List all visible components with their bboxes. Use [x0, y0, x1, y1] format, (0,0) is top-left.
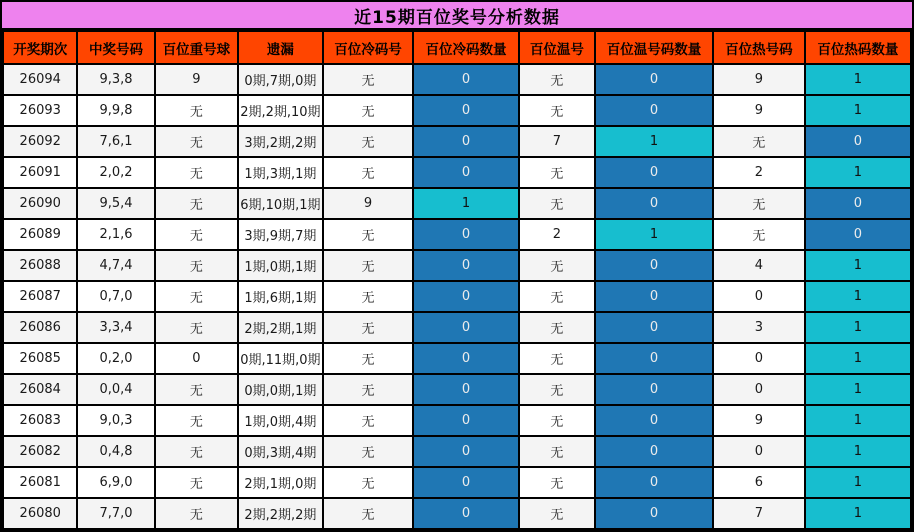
cell-period: 26087	[3, 281, 77, 312]
cell-omission: 2期,1期,0期	[238, 467, 322, 498]
cell-hundreds-cold-number: 无	[323, 250, 414, 281]
table-row-26093	[3, 95, 911, 126]
cell-hundreds-hot-number: 9	[713, 405, 805, 436]
cell-hundreds-hot-count: 0	[805, 188, 911, 219]
cell-omission: 2期,2期,1期	[238, 312, 322, 343]
header-row	[3, 31, 911, 64]
cell-omission: 1期,6期,1期	[238, 281, 322, 312]
cell-period: 26082	[3, 436, 77, 467]
cell-hundreds-warm-number: 无	[519, 374, 595, 405]
table-row-26089	[3, 219, 911, 250]
cell-hundreds-warm-count: 0	[595, 436, 713, 467]
cell-winning-numbers: 2,1,6	[77, 219, 154, 250]
cell-hundreds-hot-number: 9	[713, 64, 805, 95]
table-row-26088	[3, 250, 911, 281]
cell-winning-numbers: 2,0,2	[77, 157, 154, 188]
cell-omission: 1期,0期,4期	[238, 405, 322, 436]
table-row-26080	[3, 498, 911, 529]
cell-hundreds-repeat-ball: 无	[155, 436, 239, 467]
cell-hundreds-hot-count: 1	[805, 498, 911, 529]
cell-hundreds-repeat-ball: 无	[155, 281, 239, 312]
table-row-26090	[3, 188, 911, 219]
cell-hundreds-warm-number: 无	[519, 467, 595, 498]
cell-hundreds-warm-number: 无	[519, 188, 595, 219]
cell-hundreds-repeat-ball: 无	[155, 157, 239, 188]
cell-hundreds-hot-count: 0	[805, 219, 911, 250]
cell-hundreds-cold-number: 9	[323, 188, 414, 219]
cell-hundreds-hot-number: 7	[713, 498, 805, 529]
cell-hundreds-repeat-ball: 9	[155, 64, 239, 95]
cell-hundreds-warm-count: 0	[595, 188, 713, 219]
column-header-winning-numbers: 中奖号码	[77, 31, 154, 64]
cell-hundreds-hot-number: 0	[713, 374, 805, 405]
cell-period: 26083	[3, 405, 77, 436]
cell-hundreds-hot-number: 无	[713, 126, 805, 157]
cell-winning-numbers: 4,7,4	[77, 250, 154, 281]
cell-winning-numbers: 7,6,1	[77, 126, 154, 157]
cell-omission: 0期,7期,0期	[238, 64, 322, 95]
cell-hundreds-hot-count: 1	[805, 157, 911, 188]
cell-winning-numbers: 7,7,0	[77, 498, 154, 529]
cell-hundreds-cold-number: 无	[323, 374, 414, 405]
cell-hundreds-warm-count: 0	[595, 343, 713, 374]
cell-hundreds-repeat-ball: 无	[155, 126, 239, 157]
cell-hundreds-cold-number: 无	[323, 467, 414, 498]
cell-hundreds-warm-count: 0	[595, 64, 713, 95]
cell-hundreds-hot-count: 1	[805, 64, 911, 95]
cell-hundreds-warm-number: 无	[519, 281, 595, 312]
cell-winning-numbers: 0,0,4	[77, 374, 154, 405]
table-row-26094	[3, 64, 911, 95]
table-row-26081	[3, 467, 911, 498]
column-header-omission: 遗漏	[238, 31, 322, 64]
cell-hundreds-warm-count: 0	[595, 312, 713, 343]
cell-hundreds-cold-number: 无	[323, 95, 414, 126]
cell-hundreds-warm-number: 无	[519, 64, 595, 95]
cell-hundreds-warm-number: 无	[519, 343, 595, 374]
column-header-hundreds-cold-number: 百位冷码号	[323, 31, 414, 64]
cell-omission: 0期,0期,1期	[238, 374, 322, 405]
cell-hundreds-repeat-ball: 无	[155, 250, 239, 281]
cell-hundreds-repeat-ball: 无	[155, 95, 239, 126]
cell-hundreds-hot-count: 1	[805, 95, 911, 126]
cell-period: 26085	[3, 343, 77, 374]
cell-hundreds-hot-number: 4	[713, 250, 805, 281]
cell-hundreds-cold-count: 0	[413, 498, 518, 529]
cell-hundreds-warm-number: 无	[519, 157, 595, 188]
table-row-26084	[3, 374, 911, 405]
cell-hundreds-hot-count: 1	[805, 405, 911, 436]
cell-winning-numbers: 6,9,0	[77, 467, 154, 498]
cell-hundreds-cold-count: 0	[413, 374, 518, 405]
table-body	[3, 64, 911, 529]
table-row-26087	[3, 281, 911, 312]
cell-hundreds-hot-number: 9	[713, 95, 805, 126]
table-row-26086	[3, 312, 911, 343]
cell-hundreds-cold-count: 0	[413, 405, 518, 436]
cell-hundreds-hot-number: 无	[713, 188, 805, 219]
table-row-26092	[3, 126, 911, 157]
cell-winning-numbers: 9,5,4	[77, 188, 154, 219]
cell-hundreds-repeat-ball: 无	[155, 219, 239, 250]
cell-hundreds-cold-number: 无	[323, 219, 414, 250]
column-header-period: 开奖期次	[3, 31, 77, 64]
cell-hundreds-hot-count: 1	[805, 250, 911, 281]
cell-hundreds-cold-count: 0	[413, 312, 518, 343]
cell-period: 26084	[3, 374, 77, 405]
cell-period: 26092	[3, 126, 77, 157]
cell-hundreds-warm-count: 0	[595, 281, 713, 312]
cell-hundreds-hot-count: 1	[805, 343, 911, 374]
cell-hundreds-warm-count: 0	[595, 467, 713, 498]
cell-period: 26093	[3, 95, 77, 126]
cell-omission: 3期,2期,2期	[238, 126, 322, 157]
cell-hundreds-repeat-ball: 无	[155, 467, 239, 498]
cell-hundreds-hot-number: 0	[713, 281, 805, 312]
cell-hundreds-warm-number: 7	[519, 126, 595, 157]
cell-hundreds-cold-number: 无	[323, 498, 414, 529]
cell-hundreds-warm-number: 无	[519, 95, 595, 126]
cell-hundreds-repeat-ball: 无	[155, 188, 239, 219]
cell-winning-numbers: 0,7,0	[77, 281, 154, 312]
cell-hundreds-hot-number: 无	[713, 219, 805, 250]
cell-hundreds-warm-count: 1	[595, 219, 713, 250]
cell-hundreds-repeat-ball: 无	[155, 405, 239, 436]
cell-hundreds-hot-count: 1	[805, 374, 911, 405]
cell-omission: 0期,3期,4期	[238, 436, 322, 467]
column-header-hundreds-hot-count: 百位热码数量	[805, 31, 911, 64]
cell-period: 26080	[3, 498, 77, 529]
cell-hundreds-warm-count: 0	[595, 374, 713, 405]
cell-hundreds-hot-number: 3	[713, 312, 805, 343]
cell-hundreds-warm-number: 无	[519, 250, 595, 281]
cell-winning-numbers: 9,9,8	[77, 95, 154, 126]
column-header-hundreds-repeat-ball: 百位重号球	[155, 31, 239, 64]
cell-period: 26090	[3, 188, 77, 219]
cell-hundreds-hot-number: 0	[713, 436, 805, 467]
cell-hundreds-cold-number: 无	[323, 343, 414, 374]
cell-hundreds-cold-count: 0	[413, 219, 518, 250]
cell-winning-numbers: 0,2,0	[77, 343, 154, 374]
cell-winning-numbers: 9,3,8	[77, 64, 154, 95]
cell-hundreds-hot-count: 1	[805, 436, 911, 467]
cell-hundreds-cold-number: 无	[323, 312, 414, 343]
cell-hundreds-warm-count: 0	[595, 405, 713, 436]
table-row-26082	[3, 436, 911, 467]
column-header-hundreds-hot-number: 百位热号码	[713, 31, 805, 64]
cell-hundreds-warm-number: 2	[519, 219, 595, 250]
cell-hundreds-warm-count: 1	[595, 126, 713, 157]
cell-hundreds-warm-number: 无	[519, 312, 595, 343]
cell-period: 26081	[3, 467, 77, 498]
cell-hundreds-hot-number: 0	[713, 343, 805, 374]
cell-hundreds-repeat-ball: 无	[155, 312, 239, 343]
cell-omission: 0期,11期,0期	[238, 343, 322, 374]
cell-hundreds-cold-count: 1	[413, 188, 518, 219]
cell-hundreds-cold-count: 0	[413, 467, 518, 498]
table-row-26085	[3, 343, 911, 374]
cell-hundreds-warm-count: 0	[595, 250, 713, 281]
cell-hundreds-cold-count: 0	[413, 95, 518, 126]
cell-hundreds-warm-count: 0	[595, 95, 713, 126]
cell-hundreds-warm-count: 0	[595, 157, 713, 188]
cell-omission: 2期,2期,10期	[238, 95, 322, 126]
cell-omission: 2期,2期,2期	[238, 498, 322, 529]
cell-winning-numbers: 9,0,3	[77, 405, 154, 436]
cell-winning-numbers: 3,3,4	[77, 312, 154, 343]
cell-hundreds-cold-number: 无	[323, 436, 414, 467]
cell-period: 26094	[3, 64, 77, 95]
cell-period: 26091	[3, 157, 77, 188]
cell-hundreds-cold-count: 0	[413, 343, 518, 374]
cell-hundreds-cold-number: 无	[323, 281, 414, 312]
cell-hundreds-hot-number: 2	[713, 157, 805, 188]
cell-hundreds-warm-number: 无	[519, 436, 595, 467]
cell-omission: 1期,3期,1期	[238, 157, 322, 188]
cell-hundreds-cold-count: 0	[413, 436, 518, 467]
cell-omission: 3期,9期,7期	[238, 219, 322, 250]
cell-hundreds-repeat-ball: 无	[155, 374, 239, 405]
cell-hundreds-hot-count: 1	[805, 467, 911, 498]
cell-hundreds-repeat-ball: 无	[155, 498, 239, 529]
cell-hundreds-cold-count: 0	[413, 250, 518, 281]
cell-period: 26088	[3, 250, 77, 281]
cell-hundreds-cold-number: 无	[323, 157, 414, 188]
analysis-table	[2, 30, 912, 530]
column-header-hundreds-warm-number: 百位温号	[519, 31, 595, 64]
cell-hundreds-cold-number: 无	[323, 126, 414, 157]
cell-hundreds-hot-count: 0	[805, 126, 911, 157]
cell-hundreds-cold-count: 0	[413, 64, 518, 95]
cell-hundreds-warm-number: 无	[519, 498, 595, 529]
table-row-26091	[3, 157, 911, 188]
cell-hundreds-warm-number: 无	[519, 405, 595, 436]
cell-hundreds-hot-count: 1	[805, 312, 911, 343]
column-header-hundreds-warm-count: 百位温号码数量	[595, 31, 713, 64]
cell-omission: 6期,10期,1期	[238, 188, 322, 219]
cell-hundreds-hot-number: 6	[713, 467, 805, 498]
cell-hundreds-hot-count: 1	[805, 281, 911, 312]
cell-hundreds-cold-count: 0	[413, 281, 518, 312]
cell-omission: 1期,0期,1期	[238, 250, 322, 281]
cell-winning-numbers: 0,4,8	[77, 436, 154, 467]
column-header-hundreds-cold-count: 百位冷码数量	[413, 31, 518, 64]
cell-hundreds-cold-number: 无	[323, 405, 414, 436]
cell-hundreds-cold-count: 0	[413, 157, 518, 188]
page-title: 近15期百位奖号分析数据	[2, 2, 912, 30]
cell-hundreds-warm-count: 0	[595, 498, 713, 529]
cell-hundreds-cold-count: 0	[413, 126, 518, 157]
cell-period: 26086	[3, 312, 77, 343]
cell-period: 26089	[3, 219, 77, 250]
table-row-26083	[3, 405, 911, 436]
cell-hundreds-cold-number: 无	[323, 64, 414, 95]
cell-hundreds-repeat-ball: 0	[155, 343, 239, 374]
